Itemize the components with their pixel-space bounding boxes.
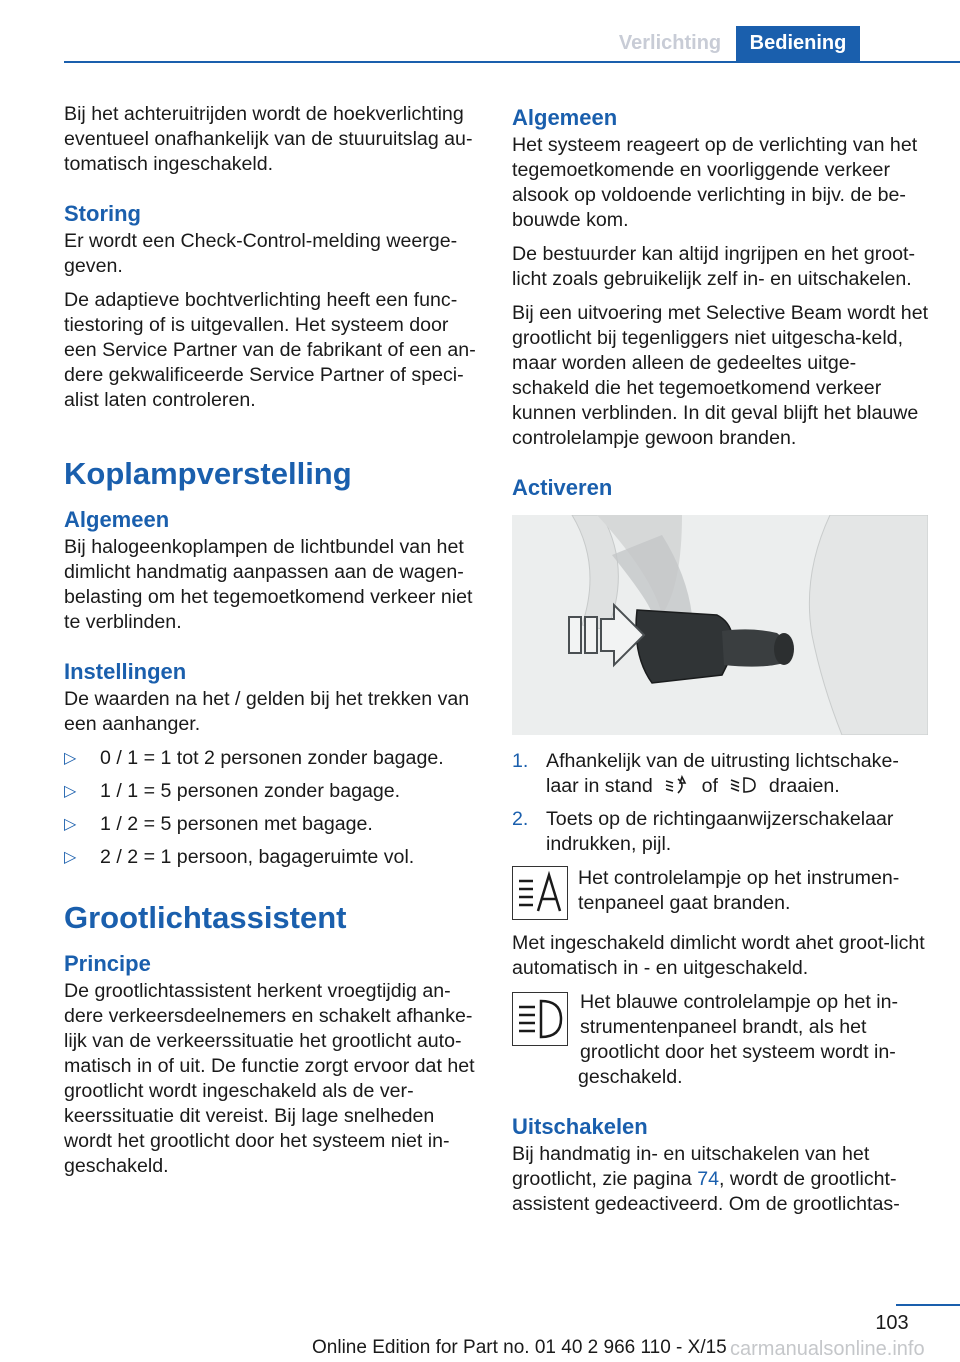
instellingen-heading: Instellingen xyxy=(64,659,187,684)
note-indicator-on xyxy=(512,866,930,922)
headlight-auto-icon xyxy=(664,775,690,795)
right-column xyxy=(512,102,930,1226)
left-column xyxy=(64,102,476,1188)
header-chapter-tab[interactable]: Bediening xyxy=(736,26,860,62)
algemeen-paragraph-3: Bij een uitvoering met Selective Beam wordt het grootlicht bij tegenliggers niet uitgescha-keld, maar worden alleen de gedeeltes uitge-schakeld die het tegemoetkomend verkeer kunnen verblinden. In dit geval blijft het blauwe controlelampje gewoon branden. xyxy=(512,302,929,449)
uitschakelen-paragraph: Bij handmatig in- en uitschakelen van het grootlicht, zie pagina 74, wordt de grootlicht-assistent gedeactiveerd. Om de grootlichtas- xyxy=(512,1143,900,1215)
storing-paragraph-2: De adaptieve bochtverlichting heeft een func-tiestoring of is uitgevallen. Het systeem door een Service Partner van de fabrikant of een an-dere gekwalificeerde Service Partner of speci-alist laten controleren. xyxy=(64,289,476,411)
high-beam-assist-icon xyxy=(512,866,568,920)
list-item: ▷ 1 / 2 = 5 personen met bagage. xyxy=(64,813,373,835)
page-link[interactable]: 74 xyxy=(697,1168,719,1190)
header-rule xyxy=(64,61,960,63)
step-item: 1. Afhankelijk van de uitrusting lichtschake-laar in stand of draaien. xyxy=(512,750,899,797)
footer-rule xyxy=(896,1304,960,1306)
triangle-bullet-icon: ▷ xyxy=(64,783,77,800)
note-blue-text: Het blauwe controlelampje op het in-strumentenpaneel brandt, als het grootlicht door het systeem wordt in-geschakeld. xyxy=(578,991,899,1088)
dimlicht-paragraph: Met ingeschakeld dimlicht wordt ahet groot-licht automatisch in - en uitgeschakeld. xyxy=(512,932,925,979)
low-beam-icon xyxy=(729,775,757,795)
activation-steps xyxy=(512,749,930,857)
koplamp-algemeen-paragraph: Bij halogeenkoplampen de lichtbundel van het dimlicht handmatig aanpassen aan de wagen-belasting om het tegemoetkomend verkeer niet te verblinden. xyxy=(64,536,473,633)
footer-edition: Online Edition for Part no. 01 40 2 966 110 - X/15 xyxy=(312,1337,727,1358)
algemeen-heading: Algemeen xyxy=(512,105,618,130)
principe-heading: Principe xyxy=(64,951,151,976)
high-beam-icon xyxy=(512,992,568,1046)
instellingen-list xyxy=(64,746,476,878)
note-indicator-text: Het controlelampje op het instrumen-tenpaneel gaat branden. xyxy=(578,867,900,914)
indicator-stalk-illustration xyxy=(512,515,928,735)
koplamp-heading: Koplampverstelling xyxy=(64,456,352,491)
triangle-bullet-icon: ▷ xyxy=(64,816,77,833)
instellingen-paragraph: De waarden na het / gelden bij het trekken van een aanhanger. xyxy=(64,688,470,735)
storing-paragraph-1: Er wordt een Check-Control-melding weerge-geven. xyxy=(64,230,458,277)
list-item: ▷ 2 / 2 = 1 persoon, bagageruimte vol. xyxy=(64,846,415,868)
watermark: carmanualsonline.info xyxy=(730,1338,925,1360)
uitschakelen-heading: Uitschakelen xyxy=(512,1114,648,1139)
page-number: 103 xyxy=(875,1312,909,1334)
list-item: ▷ 1 / 1 = 5 personen zonder bagage. xyxy=(64,780,401,802)
activeren-heading: Activeren xyxy=(512,475,613,500)
algemeen-paragraph-1: Het systeem reageert op de verlichting van het tegemoetkomende en voorliggende verkeer alsook op voldoende verlichting in bijv. de be-bouwde kom. xyxy=(512,134,918,231)
principe-paragraph: De grootlichtassistent herkent vroegtijdig an-dere verkeersdeelnemers en schakelt afhanke-lijk van de verkeerssituatie het grootlicht auto-matisch in of uit. De functie zorgt ervoor dat het grootlicht wordt ingeschakeld als de ver-keerssituatie dit vereist. Bij lage snelheden wordt het grootlicht door het systeem niet in-geschakeld. xyxy=(64,980,475,1177)
intro-paragraph: Bij het achteruitrijden wordt de hoekverlichting eventueel onafhankelijk van de stuuruitslag au-tomatisch ingeschakeld. xyxy=(64,103,473,175)
algemeen-paragraph-2: De bestuurder kan altijd ingrijpen en het groot-licht zoals gebruikelijk zelf in- en uitschakelen. xyxy=(512,243,916,290)
triangle-bullet-icon: ▷ xyxy=(64,750,77,767)
step-item: 2. Toets op de richtingaanwijzerschakelaar indrukken, pijl. xyxy=(512,808,894,855)
list-item: ▷ 0 / 1 = 1 tot 2 personen zonder bagage. xyxy=(64,747,444,769)
triangle-bullet-icon: ▷ xyxy=(64,849,77,866)
note-blue-indicator xyxy=(512,990,930,1090)
koplamp-algemeen-heading: Algemeen xyxy=(64,507,170,532)
storing-heading: Storing xyxy=(64,201,141,226)
header-section-tab[interactable]: Verlichting xyxy=(618,32,722,54)
grootlicht-heading: Grootlichtassistent xyxy=(64,900,347,935)
